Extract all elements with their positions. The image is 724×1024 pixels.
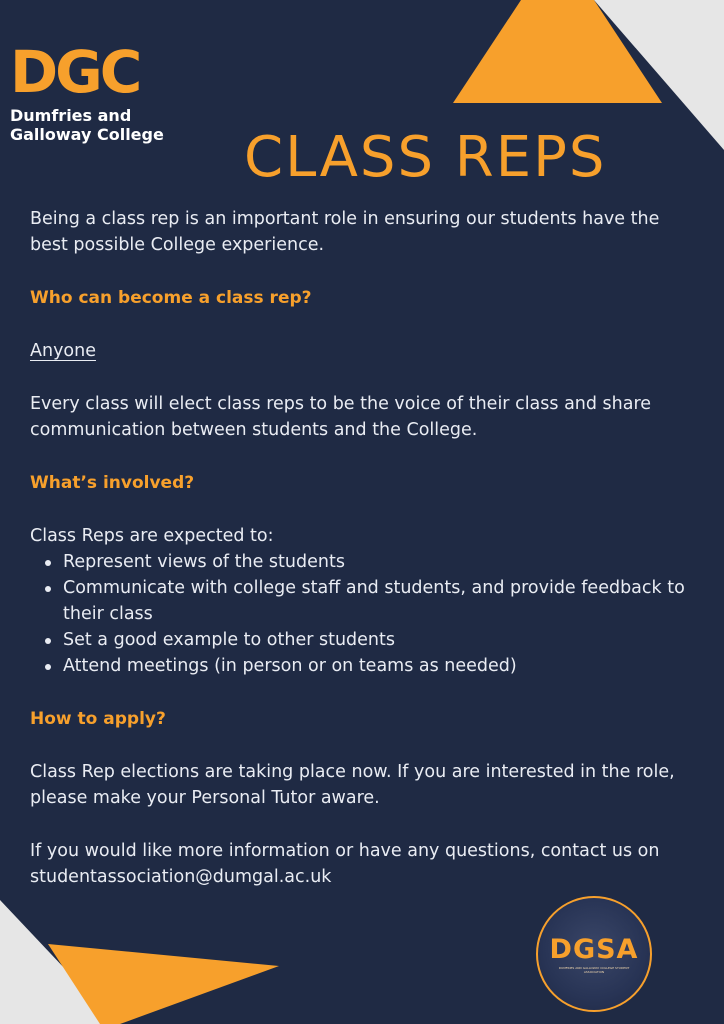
- list-item: Attend meetings (in person or on teams as needed): [63, 653, 700, 679]
- list-item: Set a good example to other students: [63, 627, 700, 653]
- dgc-logo-mark: [10, 40, 152, 102]
- apply-heading: How to apply?: [30, 709, 166, 729]
- involved-lead: Class Reps are expected to:: [30, 526, 274, 546]
- who-answer: Anyone: [30, 341, 96, 361]
- contact-text: If you would like more information or have any questions, contact us on studentassociation@dumgal.ac.uk: [30, 841, 660, 887]
- who-description: Every class will elect class reps to be the voice of their class and share communication between students and the College.: [30, 394, 652, 440]
- college-logo: [10, 40, 164, 144]
- main-content: [30, 206, 700, 890]
- badge-subtitle: DUMFRIES AND GALLOWAY COLLEGE STUDENT ASSOCIATION: [558, 966, 630, 974]
- college-name-line1: Dumfries and: [10, 106, 132, 125]
- involved-heading: What’s involved?: [30, 473, 195, 493]
- badge-acronym: DGSA: [549, 934, 639, 965]
- duties-list: [30, 549, 700, 679]
- intro-text: Being a class rep is an important role in ensuring our students have the best possible College experience.: [30, 209, 660, 255]
- who-heading: Who can become a class rep?: [30, 288, 312, 308]
- list-item: Communicate with college staff and students, and provide feedback to their class: [63, 575, 700, 627]
- college-name-line2: Galloway College: [10, 125, 164, 144]
- logo-mark-text: DGC: [10, 40, 140, 102]
- apply-text: Class Rep elections are taking place now. If you are interested in the role, please make your Personal Tutor aware.: [30, 762, 675, 808]
- college-name: [10, 106, 164, 144]
- list-item: Represent views of the students: [63, 549, 700, 575]
- dgsa-badge: [536, 896, 652, 1012]
- page-title: CLASS REPS: [244, 125, 607, 190]
